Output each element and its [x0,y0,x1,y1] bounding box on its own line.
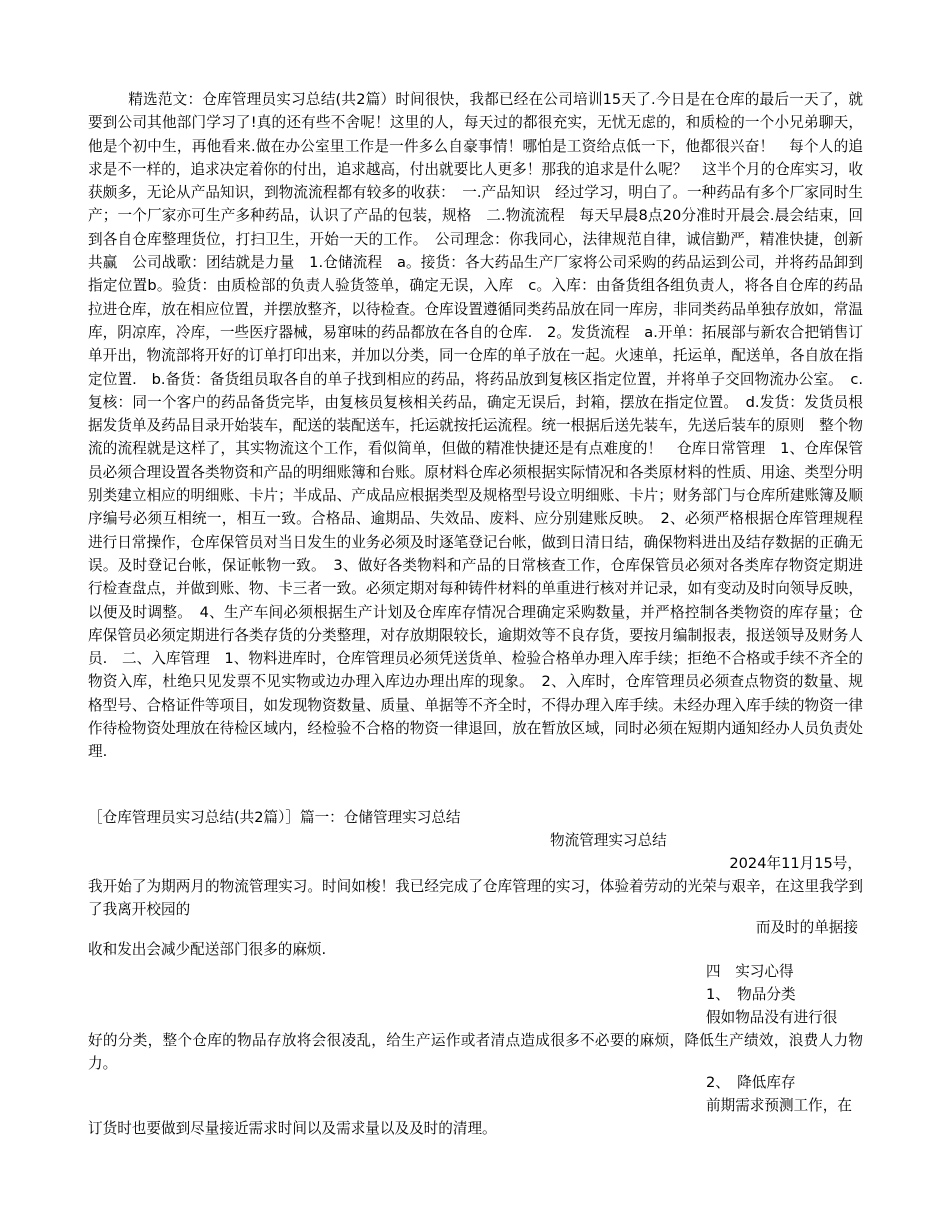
item2-heading: 2、 降低库存 [706,1074,796,1091]
item1-start: 假如物品没有进行很 [706,1009,838,1026]
main-paragraph-text: 精选范文：仓库管理员实习总结(共2篇）时间很快，我都已经在公司培训15天了.今日是在仓库的最后一天了，就要到公司其他部门学习了!真的还有些不舍呢！这里的人，每天过的都很充实，无忧无虑的，和质检的一个小兄弟聊天，他是个初中生，再他看来.做在办公室里工作是一件多么自豪事情！哪怕是工资给点低一下，他都很兴奋！ 每个人的追求是不一样的，追求决定着你的付出，追求越高，付出就要比人更多！那我的追求是什么呢？ 这半个月的仓库实习，收获颇多，无论从产品知识，到物流流程都有较多的收获： 一.产品知识 经过学习，明白了。一种药品有多个厂家同时生产；一个厂家亦可生产多种药品，认识了产品的包装，规格 二.物流流程 每天早晨8点20分准时开晨会.晨会结束，回到各自仓库整理货位，打扫卫生，开始一天的工作。 公司理念：你我同心，法律规范自律，诚信勤严，精准快捷，创新共赢 公司战歌：团结就是力量 1.仓储流程 a。接货：各大药品生产厂家将公司采购的药品运到公司，并将药品卸到指定位置b。验货：由质检部的负责人验货签单，确定无误，入库 c。入库：由备货组各组负责人，将各自仓库的药品拉进仓库，放在相应位置，并摆放整齐，以待检查。仓库设置遵循同类药品放在同一库房，非同类药品单独存放如，常温库，阴凉库，冷库，一些医疗器械，易窜味的药品都放在各自的仓库. 2。发货流程 a.开单：拓展部与新农合把销售订单开出，物流部将开好的订单打印出来，并加以分类，同一仓库的单子放在一起。火速单，托运单，配送单，各自放在指定位置. b.备货：备货组员取各自的单子找到相应的药品，将药品放到复核区指定位置，并将单子交回物流办公室。 c.复核：同一个客户的药品备货完毕，由复核员复核相关药品，确定无误后，封箱，摆放在指定位置。 d.发货：发货员根据发货单及药品目录开始装车，配送的装配送车，托运就按托运流程。统一根据后送先装车，先送后装车的原则 整个物流的流程就是这样了，其实物流这个工作，看似简单，但做的精准快捷还是有点难度的！ 仓库日常管理 1、仓库保管员必须合理设置各类物资和产品的明细账簿和台账。原材料仓库必须根据实际情况和各类原材料的性质、用途、类型分明别类建立相应的明细账、卡片；半成品、产成品应根据类型及规格型号设立明细账、卡片；财务部门与仓库所建账簿及顺序编号必须互相统一，相互一致。合格品、逾期品、失效品、废料、应分别建账反映。 2、必须严格根据仓库管理规程进行日常操作，仓库保管员对当日发生的业务必须及时逐笔登记台帐，做到日清日结，确保物料进出及结存数据的正确无误。及时登记台帐，保证帐物一致。 3、做好各类物料和产品的日常核查工作，仓库保管员必须对各类库存物资定期进行检查盘点，并做到账、物、卡三者一致。必须定期对每种铸件材料的单重进行核对并记录，如有变动及时向领导反映，以便及时调整。 4、生产车间必须根据生产计划及仓库库存情况合理确定采购数量，并严格控制各类物资的库存量；仓库保管员必须定期进行各类存货的分类整理，对存放期限较长，逾期效等不良存货，要按月编制报表，报送领导及财务人员. 二、入库管理 1、物料进库时，仓库管理员必须凭送货单、检验合格单办理入库手续；拒绝不合格或手续不齐全的物资入库，杜绝只见发票不见实物或边办理入库边办理出库的现象。 2、入库时，仓库管理员必须查点物资的数量、规格型号、合格证件等项目，如发现物资数量、质量、单据等不齐全时，不得办理入库手续。未经办理入库手续的物资一律作待检物资处理放在待检区域内，经检验不合格的物资一律退回，放在暂放区域，同时必须在短期内通知经办人员负责处理. [88,91,863,761]
bracket-heading: ［仓库管理员实习总结(共2篇）］篇一：仓储管理实习总结 [88,809,461,826]
date-line: 2024年11月15号， [729,855,862,872]
subtitle: 物流管理实习总结 [550,832,667,849]
item2-continuation: 订货时也要做到尽量接近需求时间以及需求量以及及时的清理。 [88,1120,497,1137]
fragment-right: 而及时的单据接 [755,919,858,936]
item1-continuation: 好的分类，整个仓库的物品存放将会很凌乱，给生产运作或者清点造成很多不必要的麻烦，降低生产绩效，浪费人力物力。 [88,1032,863,1072]
fragment-continuation: 收和发出会减少配送部门很多的麻烦. [88,941,327,958]
main-paragraph [88,88,863,764]
item1-heading: 1、 物品分类 [706,986,796,1003]
intro-paragraph: 我开始了为期两月的物流管理实习。时间如梭！我已经完成了仓库管理的实习，体验着劳动的光荣与艰辛，在这里我学到了我离开校园的 [88,878,863,918]
section-heading: 四 实习心得 [706,963,794,980]
item2-start: 前期需求预测工作，在 [706,1097,852,1114]
